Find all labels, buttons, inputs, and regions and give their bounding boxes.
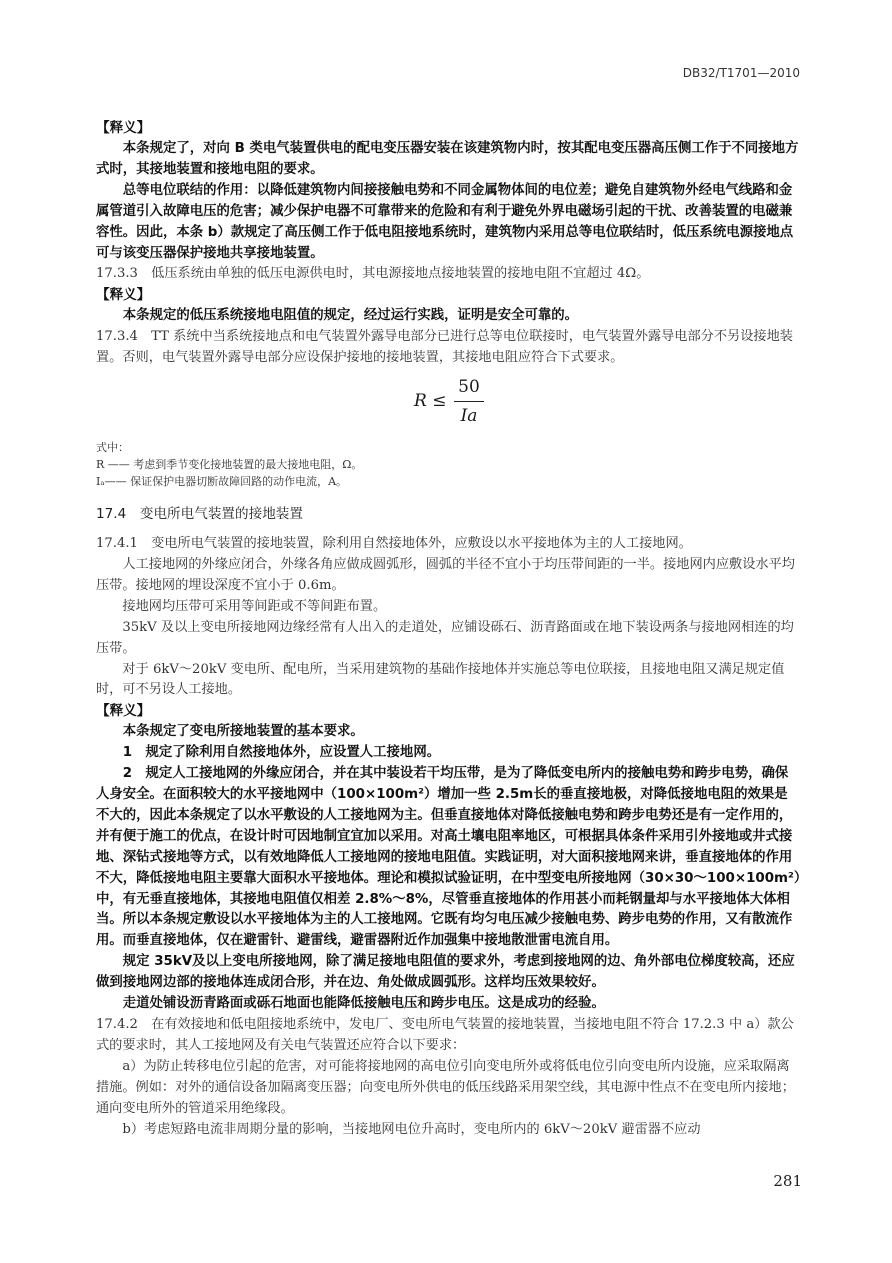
interpretation-paragraph: 规定 35kV及以上变电所接地网，除了满足接地电阻值的要求外，考虑到接地网的边、角外部电位梯度较高，还应做到接地网边部的接地体连成闭合形，并在边、角处做成圆弧形。这样均压效果较好。 (96, 954, 795, 991)
clause-17-4-2: 17.4.2 在有效接地和低电阻接地系统中，发电厂、变电所电气装置的接地装置，当接地电阻不符合 17.2.3 中 a）款公式的要求时，其人工接地网及有关电气装置还应符合以下要求： (96, 1017, 794, 1053)
formula-numerator: 50 (458, 377, 480, 398)
interpretation-paragraph: 本条规定了，对向 B 类电气装置供电的配电变压器安装在该建筑物内时，按其配电变压器高压侧工作于不同接地方式时，其接地装置和接地电阻的要求。 (96, 141, 799, 177)
clause-item-b: b）考虑短路电流非周期分量的影响，当接地网电位升高时，变电所内的 6kV～20kV 避雷器不应动 (122, 1121, 701, 1137)
interpretation-item: 1 规定了除利用自然接地体外，应设置人工接地网。 (122, 745, 441, 761)
page-number: 281 (773, 1172, 802, 1190)
definition-ia: Iₐ—— 保证保护电器切断故障回路的动作电流，A。 (96, 475, 348, 489)
formula-denominator: Ia (460, 406, 478, 427)
interpretation-item: 2 规定人工接地网的外缘应闭合，并在其中装设若干均压带，是为了降低变电所内的接触电势和跨步电势，确保人身安全。在面积较大的水平接地网中（100×100m²）增加一些 2.5m长的垂直接地极，对降低接地电阻的效果是不大的，因此本条规定了以水平敷设的人工接地网为主。但垂直接地体对降低接触电势和跨步电势还是有一定作用的，并有便于施工的优点，在设计时可因地制宜宜加以采用。对高土壤电阻率地区，可根据具体条件采用引外接地或井式接地、深钻式接地等方式，以有效地降低人工接地网的接地电阻值。实践证明，对大面积接地网来讲，垂直接地体的作用不大，降低接地电阻主要靠大面积水平接地体。理论和模拟试验证明，在中型变电所接地网（30×30～100×100m²）中，有无垂直接地体，其接地电阻值仅相差 2.8%～8%，尽管垂直接地体的作用甚小而耗钢量却与水平接地体大体相当。所以本条规定敷设以水平接地体为主的人工接地网。它既有均匀电压减少接触电势、跨步电势的作用，又有散流作用。而垂直接地体，仅在避雷针、避雷线，避雷器附近作加强集中接地散泄雷电流自用。 (96, 766, 801, 949)
interpretation-paragraph: 本条规定了变电所接地装置的基本要求。 (122, 724, 364, 740)
interpretation-heading: 【释义】 (96, 287, 151, 304)
clause-17-3-3: 17.3.3 低压系统由单独的低压电源供电时，其电源接地点接地装置的接地电阻不宜超过 4Ω。 (96, 266, 650, 282)
interpretation-heading: 【释义】 (96, 703, 151, 720)
where-label: 式中： (96, 441, 129, 455)
clause-paragraph: 对于 6kV～20kV 变电所、配电所，当采用建筑物的基础作接地体并实施总等电位联接，且接地电阻又满足规定值时，可不另设人工接地。 (96, 661, 785, 698)
interpretation-paragraph: 本条规定的低压系统接地电阻值的规定，经过运行实践，证明是安全可靠的。 (122, 308, 579, 324)
clause-item-a: a）为防止转移电位引起的危害，对可能将接地网的高电位引向变电所外或将低电位引向变电所内设施，应采取隔离措施。例如：对外的通信设备加隔离变压器；向变电所外供电的低压线路采用架空线，其电源中性点不在变电所内接地；通向变电所外的管道采用绝缘段。 (96, 1058, 795, 1116)
clause-paragraph: 35kV 及以上变电所接地网边缘经常有人出入的走道处，应铺设砾石、沥青路面或在地下装设两条与接地网相连的均压带。 (96, 619, 794, 656)
standard-code: DB32/T1701—2010 (682, 66, 800, 80)
interpretation-paragraph: 走道处铺设沥青路面或砾石地面也能降低接触电压和跨步电压。这是成功的经验。 (122, 996, 605, 1012)
fraction-bar (454, 401, 484, 402)
page-content (96, 118, 801, 1140)
interpretation-heading: 【释义】 (96, 120, 151, 136)
definition-r: R —— 考虑到季节变化接地装置的最大接地电阻，Ω。 (96, 458, 363, 472)
section-heading-17-4: 17.4 变电所电气装置的接地装置 (96, 506, 303, 523)
interpretation-paragraph: 总等电位联结的作用：以降低建筑物内间接接触电势和不同金属物体间的电位差；避免自建筑物外经电气线路和金属管道引入故障电压的危害；减少保护电器不可靠带来的危险和有利于避免外界电磁场引起的干扰、改善装置的电磁兼容性。因此，本条 b）款规定了高压侧工作于低电阻接地系统时，建筑物内采用总等电位联结时，低压系统电源接地点可与该变压器保护接地共享接地装置。 (96, 182, 794, 261)
clause-17-4-1: 17.4.1 变电所电气装置的接地装置，除利用自然接地体外，应敷设以水平接地体为主的人工接地网。 (96, 536, 692, 552)
clause-paragraph: 接地网均压带可采用等间距或不等间距布置。 (122, 598, 387, 614)
clause-paragraph: 人工接地网的外缘应闭合，外缘各角应做成圆弧形，圆弧的半径不宜小于均压带间距的一半。接地网内应敷设水平均压带。接地网的埋设深度不宜小于 0.6m。 (96, 556, 795, 593)
formula-fraction (454, 375, 484, 428)
formula-r-le-50-over-ia (96, 373, 801, 439)
clause-17-3-4: 17.3.4 TT 系统中当系统接地点和电气装置外露导电部分已进行总等电位联接时，电气装置外露导电部分不另设接地装置。否则，电气装置外露导电部分应设保护接地的接地装置，其接地电阻应符合下式要求。 (96, 329, 793, 366)
formula-lhs: R ≤ (414, 391, 447, 412)
